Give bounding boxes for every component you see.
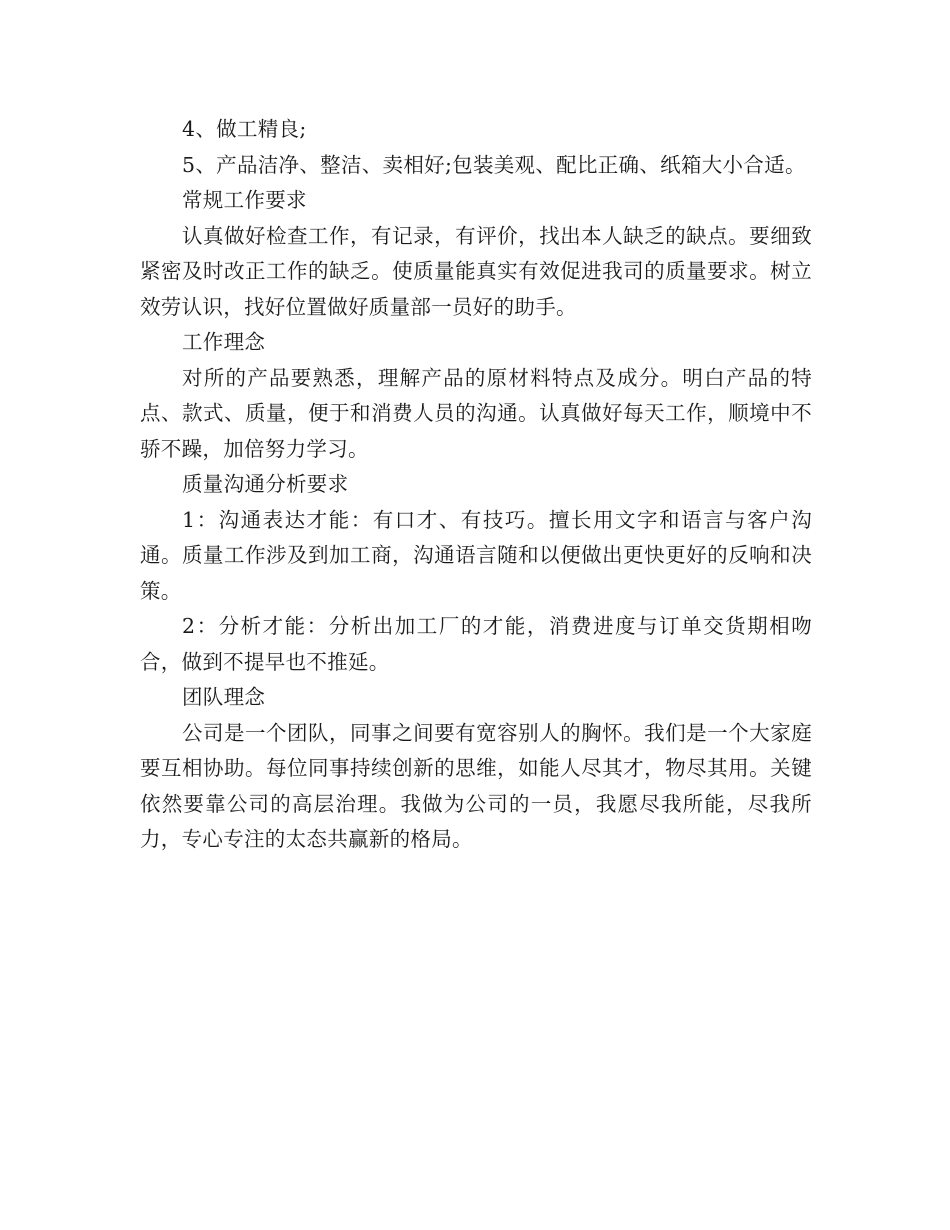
paragraph-analysis-ability: 2：分析才能：分析出加工厂的才能，消费进度与订单交货期相吻合，做到不提早也不推延。: [140, 614, 812, 674]
paragraph-team-philosophy: 公司是一个团队，同事之间要有宽容别人的胸怀。我们是一个大家庭要互相协助。每位同事持续创新的思维，如能人尽其才，物尽其用。关键依然要靠公司的高层治理。我做为公司的一员，我愿尽我所能，尽我所力，专心专注的太态共赢新的格局。: [140, 720, 812, 851]
section-heading-team-philosophy: 团队理念: [182, 685, 266, 709]
list-item-4: 4、做工精良;: [182, 117, 307, 141]
section-heading-quality-communication: 质量沟通分析要求: [182, 472, 349, 496]
document-page: [140, 112, 812, 858]
list-item-5: 5、产品洁净、整洁、卖相好;包装美观、配比正确、纸箱大小合适。: [182, 152, 806, 177]
section-heading-routine-work: 常规工作要求: [182, 188, 307, 212]
section-heading-work-philosophy: 工作理念: [182, 330, 266, 354]
paragraph-communication-ability: 1：沟通表达才能：有口才、有技巧。擅长用文字和语言与客户沟通。质量工作涉及到加工商，沟通语言随和以便做出更快更好的反响和决策。: [140, 507, 812, 603]
paragraph-work-philosophy: 对所的产品要熟悉，理解产品的原材料特点及成分。明白产品的特点、款式、质量，便于和消费人员的沟通。认真做好每天工作，顺境中不骄不躁，加倍努力学习。: [140, 365, 812, 461]
paragraph-routine-work: 认真做好检查工作，有记录，有评价，找出本人缺乏的缺点。要细致紧密及时改正工作的缺乏。使质量能真实有效促进我司的质量要求。树立效劳认识，找好位置做好质量部一员好的助手。: [140, 223, 812, 319]
